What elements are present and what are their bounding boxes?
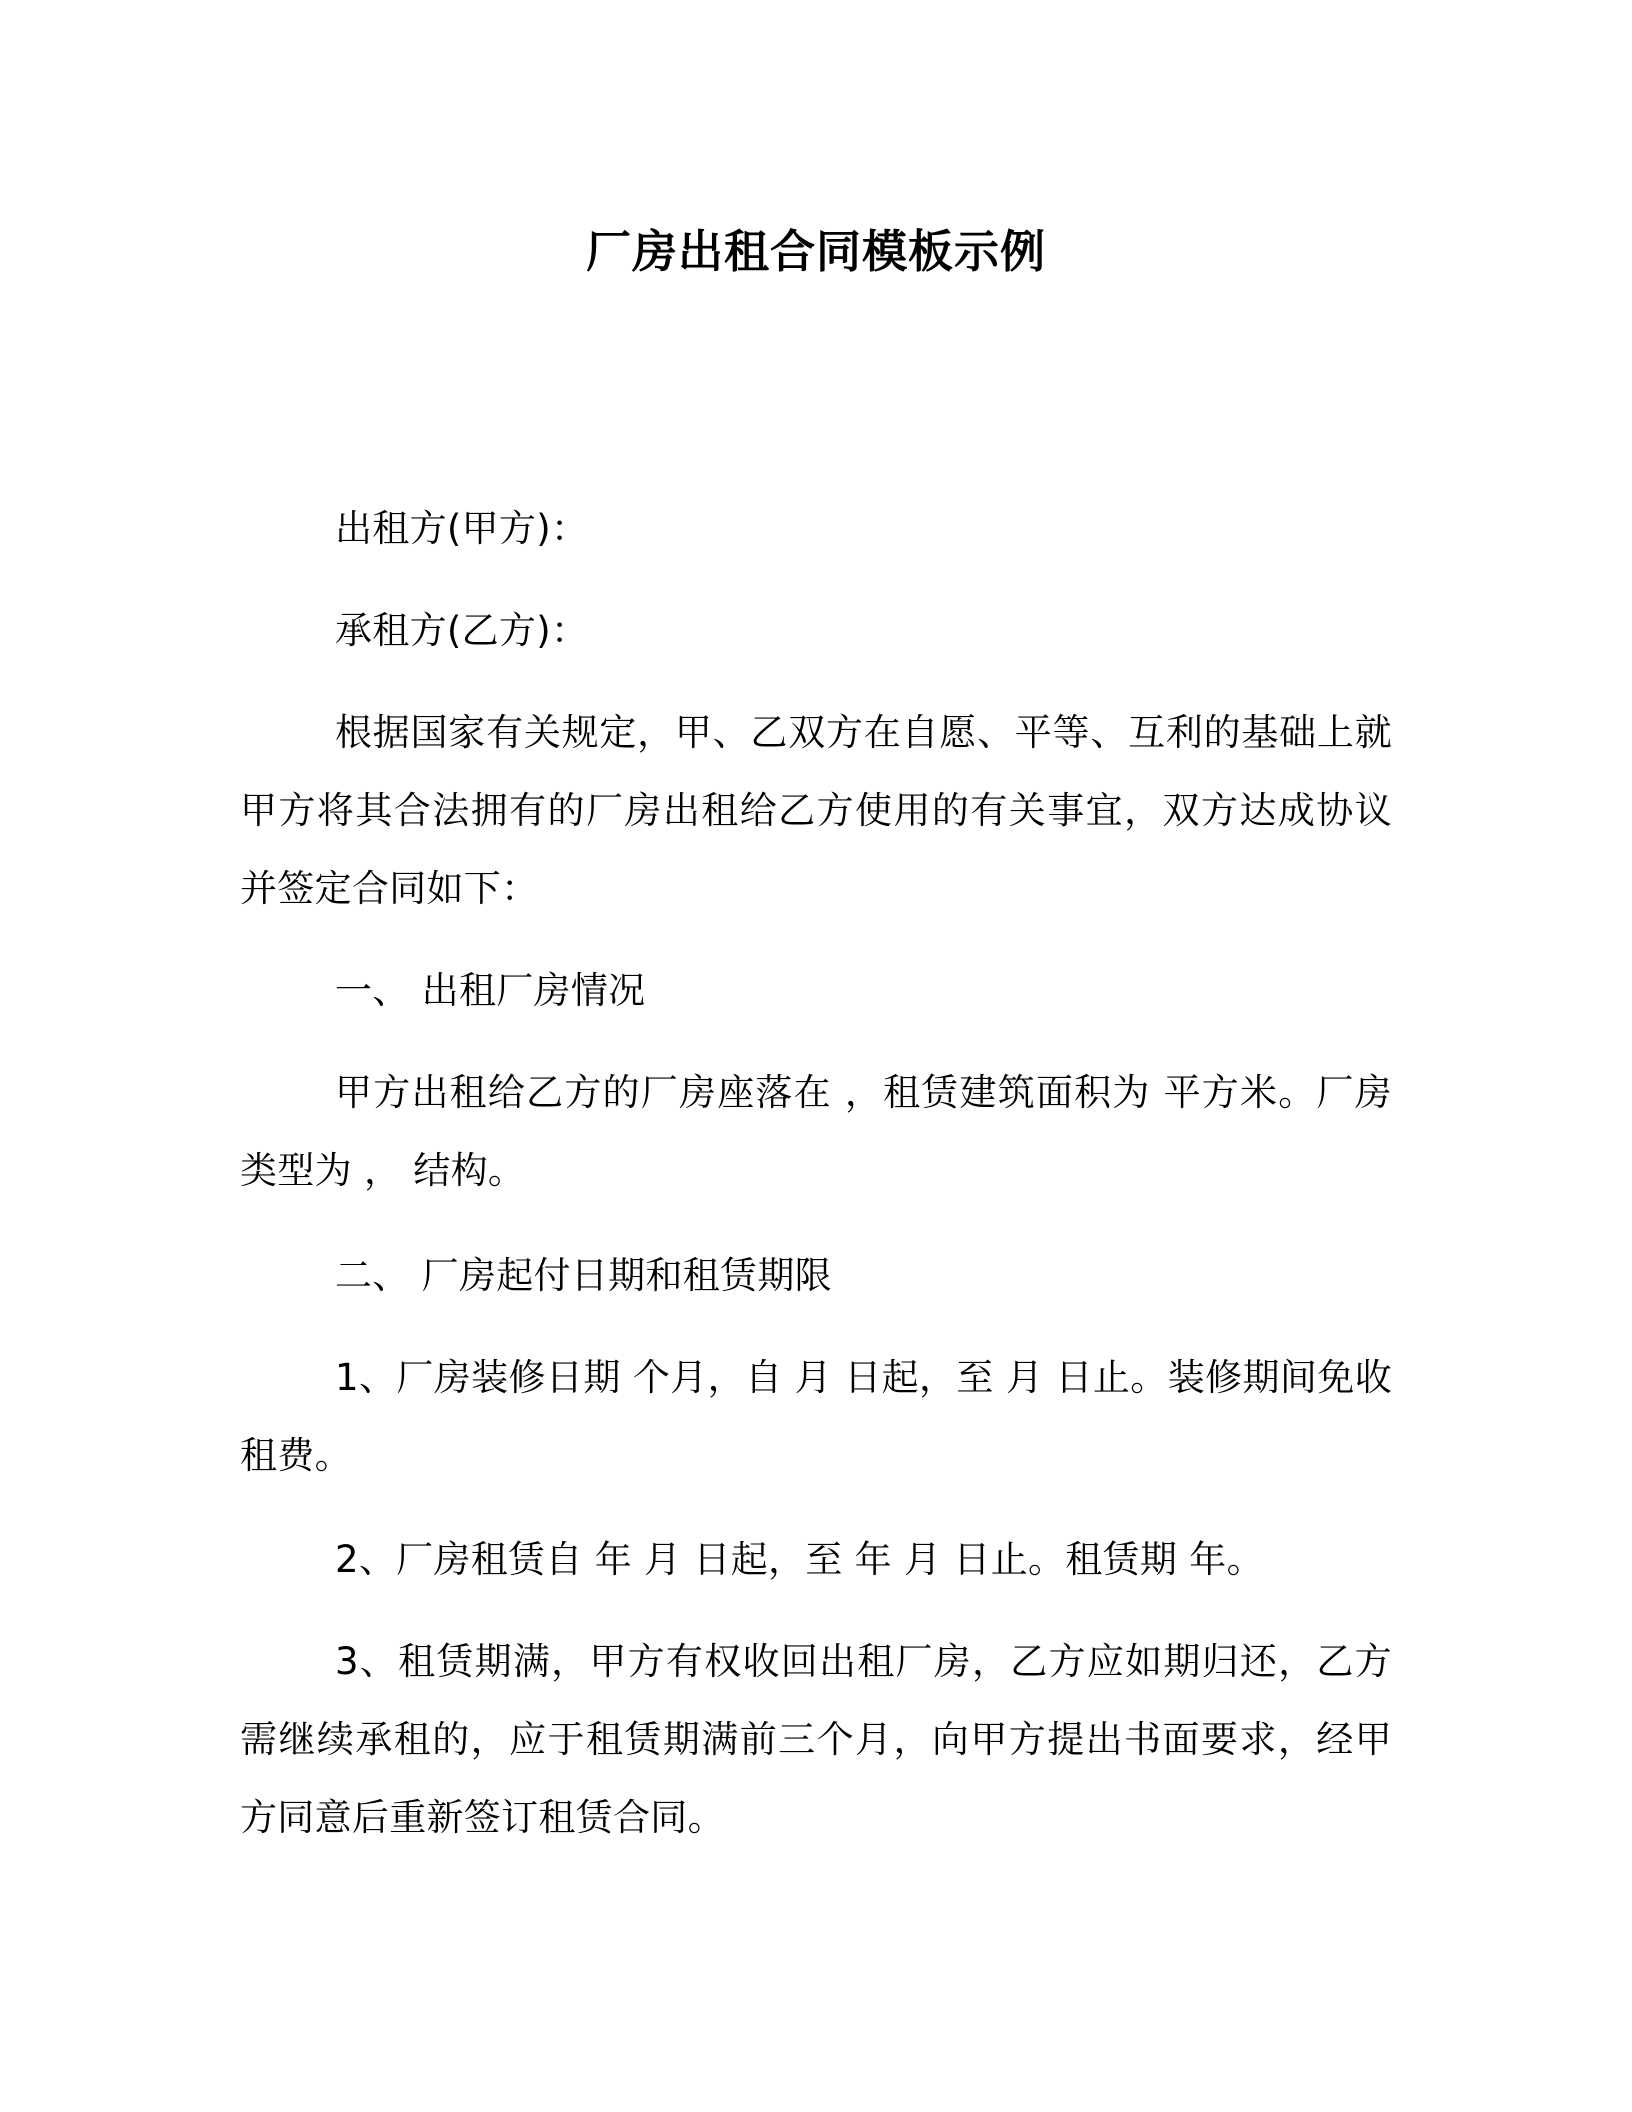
section-2-item-1 — [240, 1339, 1392, 1495]
section-1-body — [240, 1054, 1392, 1210]
intro-paragraph: 根据国家有关规定，甲、乙双方在自愿、平等、互利的基础上就甲方将其合法拥有的厂房出租给乙方使用的有关事宜，双方达成协议并签定合同如下： — [240, 711, 1392, 910]
intro-block — [240, 694, 1392, 928]
party-b-label: 承租方(乙方)： — [335, 609, 589, 652]
section-paragraph: 甲方出租给乙方的厂房座落在 ，租赁建筑面积为 平方米。厂房类型为 ， 结构。 — [240, 1071, 1392, 1192]
section-heading: 二、 厂房起付日期和租赁期限 — [335, 1254, 832, 1297]
section-2-item-3 — [240, 1623, 1392, 1857]
document-title: 厂房出租合同模板示例 — [585, 225, 1046, 278]
section-1 — [240, 952, 1392, 1030]
party-a-line — [240, 490, 1392, 568]
section-heading: 一、 出租厂房情况 — [335, 969, 646, 1012]
party-a-label: 出租方(甲方)： — [335, 507, 589, 550]
section-2 — [240, 1237, 1392, 1315]
section-paragraph: 2、厂房租赁自 年 月 日起，至 年 月 日止。租赁期 年。 — [335, 1538, 1264, 1581]
party-b-line — [240, 592, 1392, 670]
section-paragraph: 3、租赁期满，甲方有权收回出租厂房，乙方应如期归还，乙方需继续承租的，应于租赁期满前三个月，向甲方提出书面要求，经甲方同意后重新签订租赁合同。 — [240, 1640, 1392, 1839]
section-paragraph: 1、厂房装修日期 个月，自 月 日起，至 月 日止。装修期间免收租费。 — [240, 1356, 1392, 1477]
section-2-item-2 — [240, 1521, 1392, 1599]
